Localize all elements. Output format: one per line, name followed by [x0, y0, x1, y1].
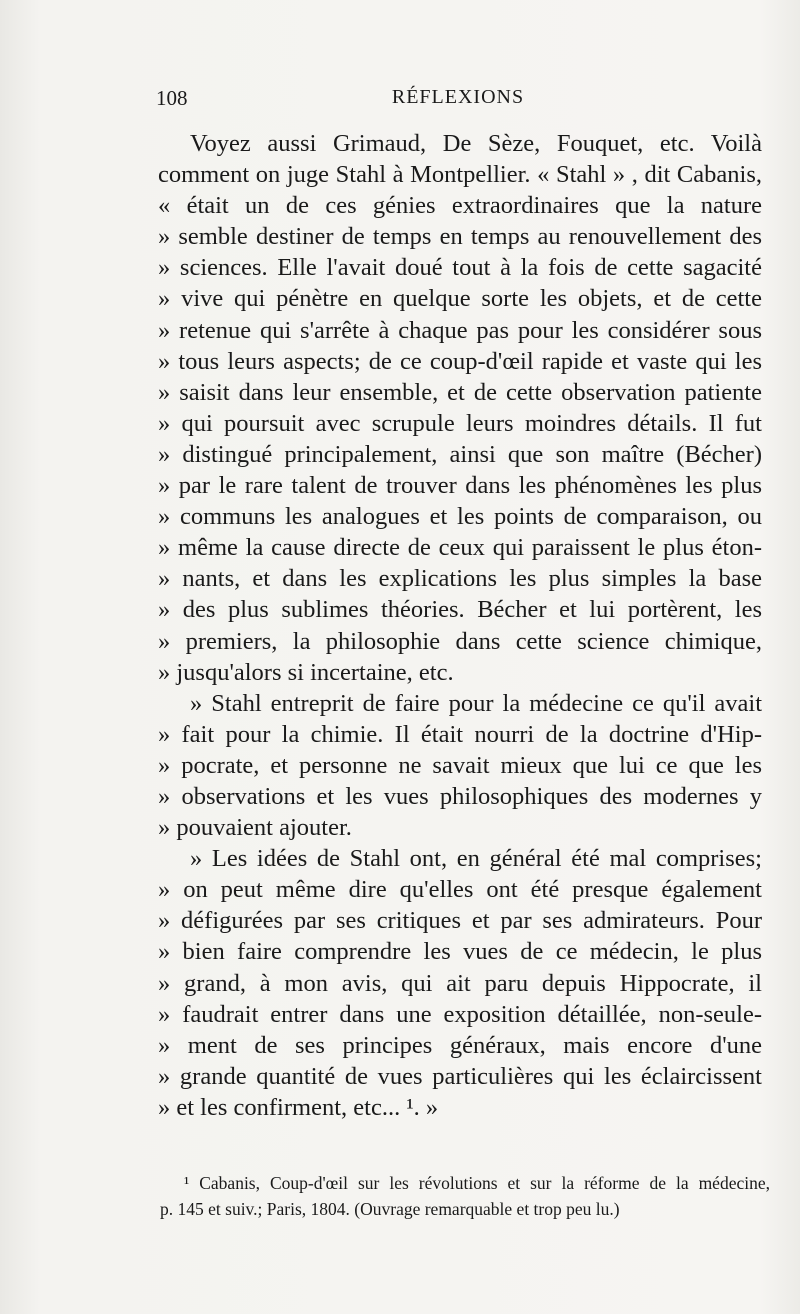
- text-line: » distingué principalement, ainsi que son maître (Bécher): [158, 440, 762, 468]
- footnote: [160, 1170, 770, 1222]
- footnote-line: ¹ Cabanis, Coup-d'œil sur les révolutions et sur la réforme de la médecine,: [184, 1173, 770, 1193]
- text-line: » retenue qui s'arrête à chaque pas pour les considérer sous: [158, 316, 762, 344]
- text-line: » sciences. Elle l'avait doué tout à la fois de cette sagacité: [158, 254, 762, 282]
- text-line: » premiers, la philosophie dans cette science chimique,: [158, 627, 762, 655]
- text-line: » même la cause directe de ceux qui paraissent le plus éton-: [158, 534, 762, 562]
- text-line: » vive qui pénètre en quelque sorte les objets, et de cette: [158, 285, 762, 313]
- text-line: » grand, à mon avis, qui ait paru depuis Hippocrate, il: [158, 969, 762, 997]
- text-line: » communs les analogues et les points de comparaison, ou: [158, 503, 762, 531]
- text-line: » par le rare talent de trouver dans les phénomènes les plus: [158, 472, 762, 500]
- page-number: 108: [156, 86, 188, 110]
- text-line: » semble destiner de temps en temps au renouvellement des: [158, 223, 762, 251]
- text-line: » faudrait entrer dans une exposition détaillée, non-seule-: [158, 1000, 762, 1028]
- text-line: Voyez aussi Grimaud, De Sèze, Fouquet, etc. Voilà: [190, 130, 762, 157]
- text-line: « était un de ces génies extraordinaires que la nature: [158, 192, 762, 220]
- text-line: » jusqu'alors si incertaine, etc.: [158, 658, 454, 686]
- text-line: » tous leurs aspects; de ce coup-d'œil rapide et vaste qui les: [158, 347, 762, 375]
- text-line: » nants, et dans les explications les plus simples la base: [158, 565, 762, 593]
- footnote-line: p. 145 et suiv.; Paris, 1804. (Ouvrage remarquable et trop peu lu.): [160, 1199, 620, 1219]
- text-line: » saisit dans leur ensemble, et de cette observation patiente: [158, 378, 762, 406]
- text-line: » observations et les vues philosophiques des modernes y: [158, 782, 762, 810]
- text-line: » Les idées de Stahl ont, en général été mal comprises;: [190, 845, 762, 873]
- text-line: » qui poursuit avec scrupule leurs moindres détails. Il fut: [158, 409, 762, 437]
- text-line: » on peut même dire qu'elles ont été presque également: [158, 876, 762, 904]
- text-line: comment on juge Stahl à Montpellier. « Stahl » , dit Cabanis,: [158, 161, 762, 189]
- text-line: » ment de ses principes généraux, mais encore d'une: [158, 1031, 762, 1059]
- page-header: [156, 86, 760, 118]
- text-line: » et les confirment, etc... ¹. »: [158, 1093, 439, 1121]
- text-line: » grande quantité de vues particulières qui les éclaircissent: [158, 1062, 762, 1090]
- text-line: » pocrate, et personne ne savait mieux que lui ce que les: [158, 751, 762, 779]
- text-line: » des plus sublimes théories. Bécher et lui portèrent, les: [158, 596, 762, 624]
- text-line: » défigurées par ses critiques et par ses admirateurs. Pour: [158, 907, 762, 935]
- text-line: » Stahl entreprit de faire pour la médecine ce qu'il avait: [190, 689, 762, 717]
- text-line: » bien faire comprendre les vues de ce médecin, le plus: [158, 938, 762, 966]
- body-text: [158, 128, 762, 1123]
- running-title: RÉFLEXIONS: [391, 86, 525, 108]
- text-line: » fait pour la chimie. Il était nourri de la doctrine d'Hip-: [158, 720, 762, 748]
- text-line: » pouvaient ajouter.: [158, 814, 352, 842]
